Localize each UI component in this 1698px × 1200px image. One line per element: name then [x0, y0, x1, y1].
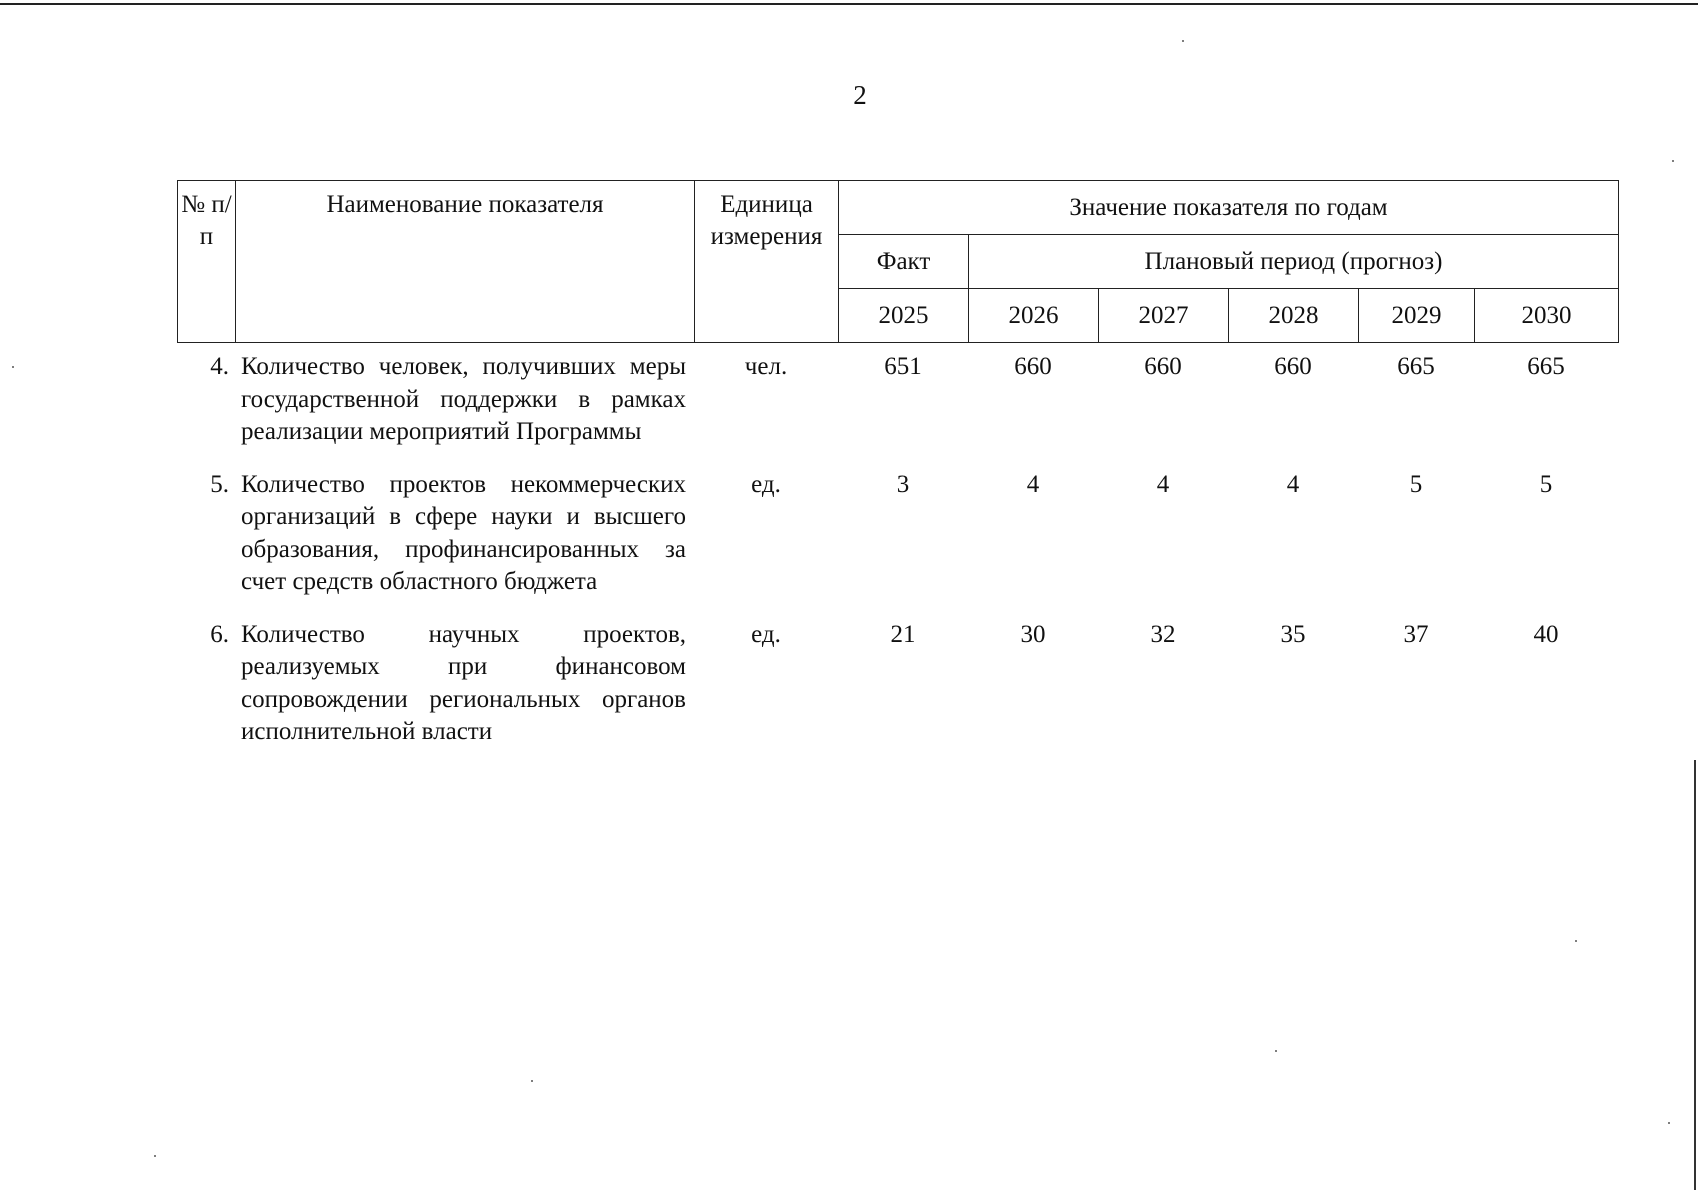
scan-speck [1668, 1122, 1670, 1124]
indicator-unit: ед. [751, 470, 781, 498]
header-unit-label: Единица измерения [710, 191, 823, 250]
indicator-table-header [177, 180, 1619, 343]
indicator-name: Количество научных проектов, реализуемых при финансовом сопровождении региональных органов исполнительной власти [241, 620, 686, 745]
header-name-cell [236, 181, 695, 343]
header-year-2026: 2026 [969, 289, 1099, 343]
header-year-2029: 2029 [1359, 289, 1475, 343]
value-2029: 665 [1397, 353, 1435, 380]
value-2028: 35 [1280, 620, 1306, 648]
scan-speck [1275, 1050, 1277, 1052]
row-number: 6. [210, 620, 229, 648]
scan-speck [1182, 40, 1184, 42]
value-2027: 4 [1156, 470, 1170, 498]
indicator-table-body [177, 351, 1618, 769]
top-border-line [0, 3, 1698, 5]
header-year-2028: 2028 [1229, 289, 1359, 343]
indicator-unit: чел. [744, 353, 788, 380]
table-row [177, 351, 1618, 469]
row-number: 5. [210, 470, 229, 498]
indicator-name: Количество человек, получивших меры государственной поддержки в рамках реализации мероприятий Программы [241, 353, 686, 445]
header-name-label: Наименование показателя [326, 191, 604, 218]
scan-speck [12, 366, 14, 368]
value-2028: 4 [1286, 470, 1300, 498]
value-2030: 5 [1539, 470, 1553, 498]
indicator-unit: ед. [751, 620, 781, 648]
value-2025: 651 [884, 353, 922, 380]
value-2025: 3 [896, 470, 910, 498]
scan-speck [1575, 940, 1577, 942]
value-2028: 660 [1274, 353, 1312, 380]
right-edge-line [1694, 760, 1696, 1190]
scan-speck [531, 1080, 533, 1082]
value-2027: 32 [1150, 620, 1176, 648]
header-year-2030: 2030 [1475, 289, 1619, 343]
header-year-2025: 2025 [839, 289, 969, 343]
table-row [177, 619, 1618, 769]
table-row [177, 469, 1618, 619]
header-values-label: Значение показателя по годам [839, 181, 1619, 235]
page-number: 2 [853, 80, 867, 110]
header-unit-cell [695, 181, 839, 343]
value-2030: 40 [1533, 620, 1559, 648]
header-plan-label: Плановый период (прогноз) [969, 235, 1619, 289]
header-num-label: № п/п [181, 191, 232, 250]
row-number: 4. [210, 353, 229, 380]
value-2026: 4 [1026, 470, 1040, 498]
value-2026: 660 [1014, 353, 1052, 380]
value-2029: 5 [1409, 470, 1423, 498]
value-2025: 21 [890, 620, 916, 648]
scan-speck [1672, 160, 1674, 162]
value-2026: 30 [1020, 620, 1046, 648]
header-num-cell [178, 181, 236, 343]
value-2029: 37 [1403, 620, 1429, 648]
scan-speck [154, 1155, 156, 1157]
header-fact-label: Факт [839, 235, 969, 289]
indicator-name: Количество проектов некоммерческих организаций в сфере науки и высшего образования, профинансированных за счет средств областного бюджета [241, 470, 686, 595]
header-year-2027: 2027 [1099, 289, 1229, 343]
value-2027: 660 [1144, 353, 1182, 380]
value-2030: 665 [1527, 353, 1565, 380]
